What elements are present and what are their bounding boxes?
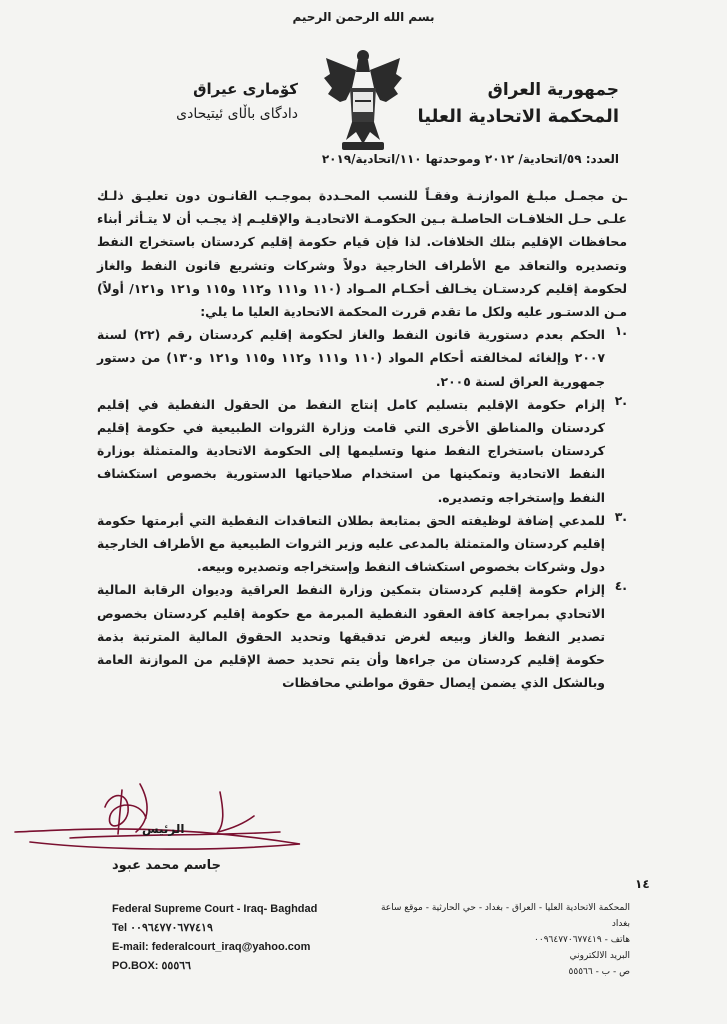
footer-court-name: Federal Supreme Court - Iraq- Baghdad	[112, 903, 318, 915]
footer-po-box-ar: ص - ب - ٥٥٥٦٦	[568, 967, 630, 977]
header-court-name-kurdish: دادگای باڵای ئیتیحادی	[176, 106, 298, 122]
page-number: ١٤	[635, 877, 650, 891]
reference-number: العدد: ٥٩/اتحادية/ ٢٠١٢ وموحدتها ١١٠/اتحادية/٢٠١٩	[321, 152, 619, 166]
item-text: الحكم بعدم دستورية قانون النفط والغاز لحكومة إقليم كردستان رقم (٢٢) لسنة ٢٠٠٧ وإلغائه لمخالفته أحكام المواد (١١٠ و١١١ و١١٢ و١١٥ و١٢١ و١٣٠) من دستور جمهورية العراق لسنة ٢٠٠٥.	[97, 327, 606, 389]
intro-paragraph: ـن مجمـل مبلـغ الموازنـة وفقـاً للنسب المحـددة بموجـب القانـون دون تعليـق ذلـك علـى حـل الخلافـات الحاصلـة بـين الحكومـة الاتحاديـة والإقليـم إذ يجـب أن لا يتـأثر أبناء محافظات الإقليم بتلك الخلافات. لذا فإن قيام حكومة إقليم كردستان باستخراج النفط وتصديره والتعاقد مع الأطراف الخارجية دولاً وشركات وتشريع قانون النفط والغاز لحكومة إقليم كردستـان يخـالف أحكـام المـواد (١١٠ و١١١ و١١٢ و١١٥ و١٢١ و١٢١/ أولاً) مـن الدستـور عليه ولكل ما تقدم قررت المحكمة الاتحادية العليا ما يلي:	[97, 188, 628, 320]
signatory-name: جاسم محمد عبود	[112, 858, 221, 873]
basmala: بسم الله الرحمن الرحيم	[292, 10, 435, 24]
iraq-eagle-emblem-icon	[322, 44, 404, 152]
decision-item	[97, 323, 627, 393]
decision-item	[97, 578, 627, 694]
signatory-title: الرئيس	[142, 822, 185, 836]
item-text: إلزام حكومة إقليم كردستان بتمكين وزارة النفط العراقية وديوان الرقابة المالية الاتحادي بمراجعة كافة العقود النفطية المبرمة مع حكومة إقليم كردستان بخصوص تصدير النفط والغاز وبيعه لغرض تدقيقها وتحديد الحقوق المالية المترتبة بذمة حكومة إقليم كردستان من جراءها وأن يتم تحديد حصة الإقليم من الموازنة العامة وبالشكل الذي يضمن إيصال حقوق مواطني محافظات	[97, 582, 605, 691]
decision-body	[97, 184, 627, 694]
header-court-name: المحكمة الاتحادية العليا	[417, 106, 619, 127]
footer-po-box: PO.BOX: ٥٥٥٦٦	[112, 960, 192, 972]
arabic-header	[418, 80, 619, 127]
footer-arabic	[370, 900, 630, 980]
header-country: جمهورية العراق	[487, 80, 619, 100]
footer-email-label: البريد الالكتروني	[569, 951, 630, 961]
item-text: للمدعي إضافة لوظيفته الحق بمتابعة بطلان التعاقدات النفطية التي أبرمتها حكومة إقليم كردستان والمتمثلة بالمدعى عليه وزير الثروات الطبيعية مع الأطراف الخارجية دول وشركات بخصوص استكشاف النفط وإستخراجه وتصديره وبيعه.	[97, 512, 605, 575]
decision-item	[97, 393, 627, 509]
item-number: ١.	[614, 323, 627, 339]
item-number: ٣.	[614, 508, 627, 524]
item-text: إلزام حكومة الإقليم بتسليم كامل إنتاج النفط من الحقول النفطية في إقليم كردستان والمناطق الأخرى التي قامت وزارة الثروات الطبيعية في حكومة إقليم كردستان باستخراج النفط منها وتسليمها إلى الحكومة الاتحادية والمتمثلة بوزارة النفط الاتحادية وتمكينها من استخدام صلاحياتها الدستورية بخصوص استكشاف النفط وإستخراجه وتصديره.	[97, 396, 605, 505]
footer-english	[112, 900, 317, 976]
footer-address: المحكمة الاتحادية العليا - العراق - بغداد - حي الحارثية - موقع ساعة بغداد	[380, 903, 630, 929]
kurdish-header	[128, 80, 298, 122]
footer-phone: هاتف - ٠٠٩٦٤٧٧٠٦٧٧٤١٩	[534, 935, 630, 945]
decision-item	[97, 509, 627, 579]
item-number: ٢.	[614, 392, 627, 408]
footer-email: E-mail: federalcourt_iraq@yahoo.com	[112, 941, 311, 953]
footer-telephone: Tel ٠٠٩٦٤٧٧٠٦٧٧٤١٩	[112, 922, 213, 934]
item-number: ٤.	[614, 578, 627, 594]
header-country-kurdish: كۆماری عیراق	[193, 80, 298, 98]
